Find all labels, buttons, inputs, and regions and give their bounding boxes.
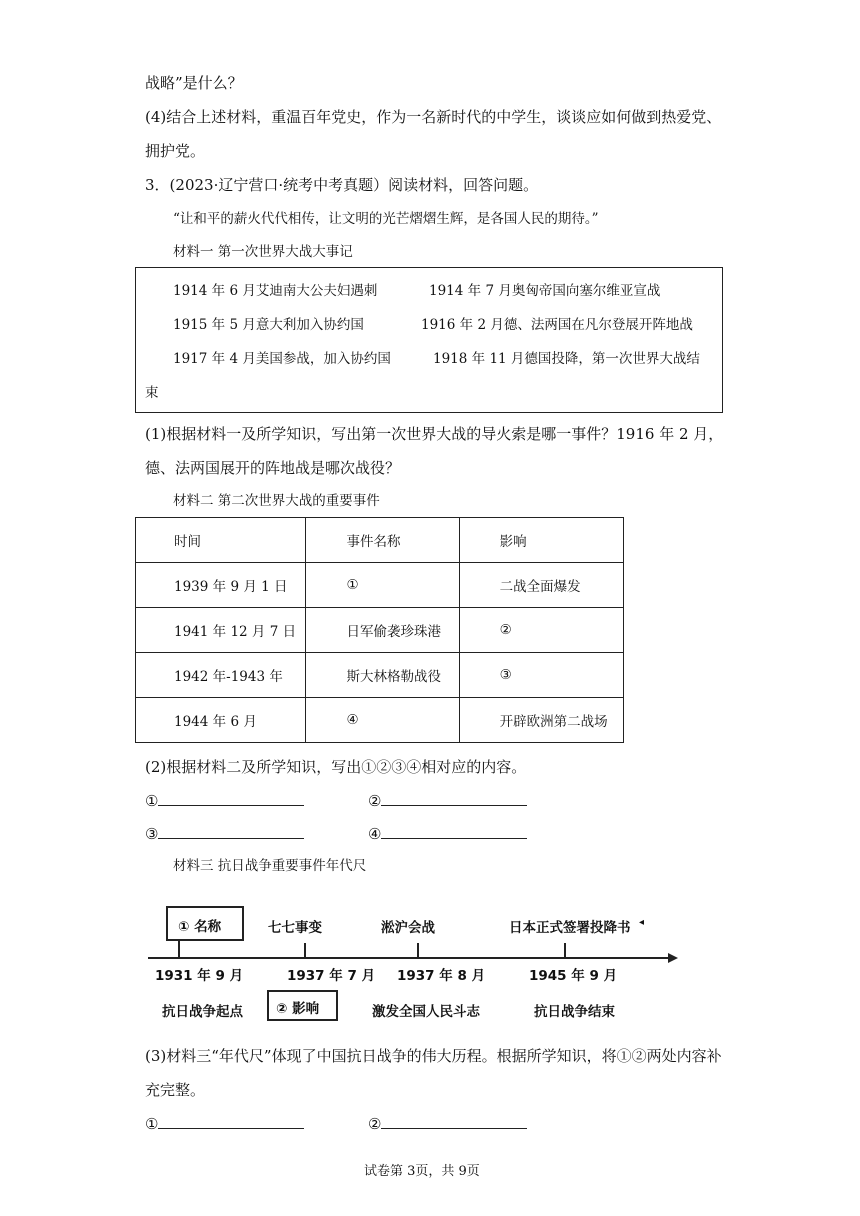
- cell-event: ①: [306, 563, 459, 608]
- blank-marker: ③: [145, 825, 159, 843]
- table-row: [136, 698, 624, 743]
- timeline-date-1937-7: 1937 年 7 月: [287, 968, 376, 984]
- event-6-wrap: 束: [145, 385, 159, 401]
- blank-marker: ①: [145, 1115, 159, 1133]
- answer-blank-2[interactable]: [368, 791, 527, 811]
- event-6: 1918 年 11 月德国投降，第一次世界大战结: [433, 351, 700, 367]
- timeline-date-1945: 1945 年 9 月: [529, 968, 618, 984]
- answer-blank-1[interactable]: [145, 791, 304, 811]
- event-2: 1914 年 7 月奥匈帝国向塞尔维亚宣战: [429, 283, 661, 299]
- table-row: [136, 608, 624, 653]
- table-row: [136, 653, 624, 698]
- quote: “让和平的薪火代代相传，让文明的光芒熠熠生辉，是各国人民的期待。”: [173, 211, 599, 227]
- question-1-line-2: 德、法两国展开的阵地战是哪次战役？: [145, 459, 401, 477]
- answer-blank-4[interactable]: [368, 824, 527, 844]
- timeline-date-1931: 1931 年 9 月: [155, 968, 244, 984]
- blank-marker: ①: [145, 792, 159, 810]
- cell-impact: 开辟欧洲第二战场: [459, 698, 623, 743]
- timeline-label-songhu: 淞沪会战: [381, 920, 435, 936]
- blank-line: [381, 824, 527, 839]
- cell-time: 1939 年 9 月 1 日: [136, 563, 306, 608]
- question-4-line-1: (4)结合上述材料，重温百年党史，作为一名新时代的中学生，谈谈应如何做到热爱党、: [145, 108, 722, 126]
- cell-event: 斯大林格勒战役: [306, 653, 459, 698]
- ww2-events-table: [135, 517, 624, 743]
- blank-line: [158, 824, 304, 839]
- question-3-line-1: (3)材料三“年代尺”体现了中国抗日战争的伟大历程。根据所学知识，将①②两处内容补: [145, 1047, 722, 1065]
- question-2-text: (2)根据材料二及所学知识，写出①②③④相对应的内容。: [145, 758, 527, 776]
- cell-time: 1941 年 12 月 7 日: [136, 608, 306, 653]
- cell-time: 1944 年 6 月: [136, 698, 306, 743]
- continued-question-text: 战略”是什么？: [145, 74, 243, 92]
- material-3-title: 材料三 抗日战争重要事件年代尺: [173, 858, 367, 874]
- table-header-row: [136, 518, 624, 563]
- blank-line: [381, 791, 527, 806]
- event-3: 1915 年 5 月意大利加入协约国: [173, 317, 364, 333]
- answer-blank-q3-1[interactable]: [145, 1114, 304, 1134]
- event-1: 1914 年 6 月艾迪南大公夫妇遇刺: [173, 283, 378, 299]
- header-event: 事件名称: [306, 518, 459, 563]
- box-name-label: ① 名称: [178, 919, 222, 935]
- blank-line: [158, 1114, 304, 1129]
- question-3-title: 3．(2023·辽宁营口·统考中考真题）阅读材料，回答问题。: [145, 176, 539, 194]
- header-time: 时间: [136, 518, 306, 563]
- material-1-box: [135, 267, 723, 413]
- question-4-line-2: 拥护党。: [145, 142, 206, 160]
- cell-impact: ③: [459, 653, 623, 698]
- timeline-label-july7: 七七事变: [268, 920, 322, 936]
- tick-glyph: ◂: [639, 917, 645, 928]
- blank-line: [381, 1114, 527, 1129]
- question-1-line-1: (1)根据材料一及所学知识，写出第一次世界大战的导火索是哪一事件？1916 年 2 月，: [145, 425, 724, 443]
- question-3-line-2: 充完整。: [145, 1081, 206, 1099]
- table-row: [136, 563, 624, 608]
- blank-line: [158, 791, 304, 806]
- answer-blank-q3-2[interactable]: [368, 1114, 527, 1134]
- timeline-bottom-start: 抗日战争起点: [162, 1004, 243, 1020]
- cell-event: 日军偷袭珍珠港: [306, 608, 459, 653]
- event-4: 1916 年 2 月德、法两国在凡尔登展开阵地战: [421, 317, 693, 333]
- cell-time: 1942 年-1943 年: [136, 653, 306, 698]
- cell-impact: ②: [459, 608, 623, 653]
- timeline-date-1937-8: 1937 年 8 月: [397, 968, 486, 984]
- cell-impact: 二战全面爆发: [459, 563, 623, 608]
- cell-event: ④: [306, 698, 459, 743]
- blank-marker: ②: [368, 1115, 382, 1133]
- timeline-bottom-end: 抗日战争结束: [534, 1004, 615, 1020]
- timeline-box-impact: [267, 990, 338, 1021]
- material-1-title: 材料一 第一次世界大战大事记: [173, 244, 353, 260]
- timeline-bottom-songhu: 激发全国人民斗志: [372, 1004, 480, 1020]
- box-impact-label: ② 影响: [276, 1001, 320, 1017]
- timeline-box-name: [166, 906, 244, 941]
- blank-marker: ②: [368, 792, 382, 810]
- blank-marker: ④: [368, 825, 382, 843]
- page-footer: 试卷第 3页，共 9页: [364, 1164, 480, 1179]
- answer-blank-3[interactable]: [145, 824, 304, 844]
- header-impact: 影响: [459, 518, 623, 563]
- material-2-title: 材料二 第二次世界大战的重要事件: [173, 493, 380, 509]
- event-5: 1917 年 4 月美国参战，加入协约国: [173, 351, 391, 367]
- timeline-label-surrender: 日本正式签署投降书: [509, 920, 631, 936]
